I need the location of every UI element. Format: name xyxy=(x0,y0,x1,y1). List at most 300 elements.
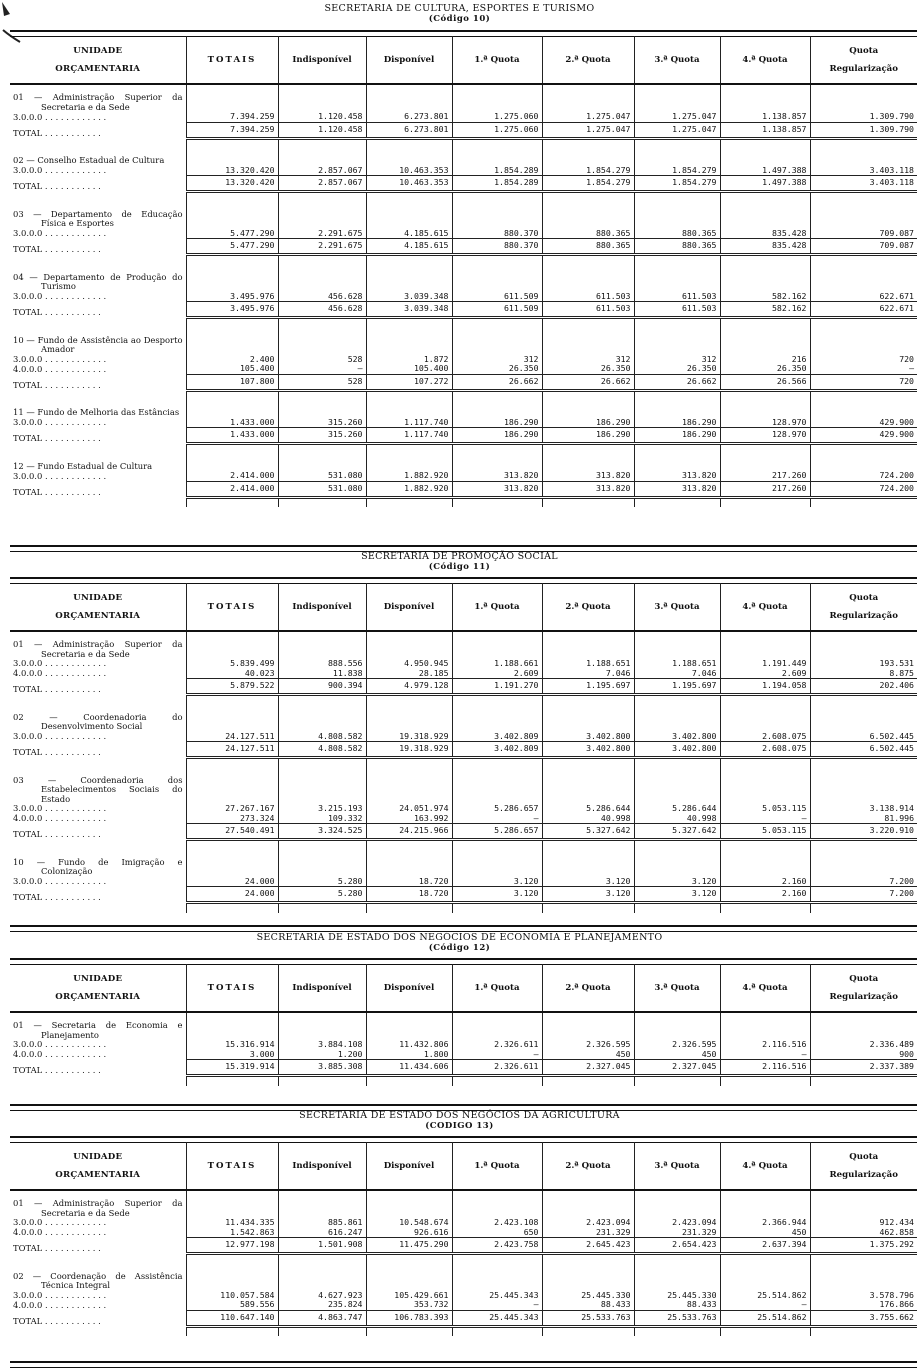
value-cell: 24.051.974 xyxy=(366,804,452,814)
value-cell: 18.720 xyxy=(366,877,452,887)
total-label: TOTAL . . . . . . . . . . . xyxy=(13,433,101,443)
header-q3: 3.ª Quota xyxy=(634,1142,720,1190)
total-value: 7.200 xyxy=(810,887,917,903)
empty-cell xyxy=(452,148,542,166)
row-gap xyxy=(10,255,917,265)
total-row xyxy=(10,679,917,695)
value-cell: — xyxy=(810,364,917,374)
unit-name: 01 — Administração Superior da Secretaria e da Sede xyxy=(13,92,183,112)
gap-cell xyxy=(542,758,634,768)
value-cell: 312 xyxy=(634,355,720,365)
total-label: TOTAL . . . . . . . . . . . xyxy=(13,1065,101,1075)
empty-cell xyxy=(634,454,720,472)
gap-cell xyxy=(366,318,452,328)
empty-cell xyxy=(366,328,452,355)
empty-cell xyxy=(186,202,278,229)
unit-name: 11 — Fundo de Melhoria das Estâncias xyxy=(13,407,180,417)
section-name: SECRETARIA DE CULTURA, ESPORTES E TURISMO xyxy=(324,3,595,14)
gap-cell xyxy=(278,192,366,202)
code-row xyxy=(10,1040,917,1050)
empty-cell xyxy=(720,631,810,659)
value-cell: 1.188.661 xyxy=(452,659,542,669)
total-value: 107.272 xyxy=(366,374,452,390)
total-value: 24.127.511 xyxy=(186,742,278,758)
total-value: 315.260 xyxy=(278,428,366,444)
gap-cell xyxy=(542,903,634,913)
total-label: TOTAL . . . . . . . . . . . xyxy=(13,307,101,317)
value-cell: 2.326.595 xyxy=(542,1040,634,1050)
gap-cell xyxy=(278,1254,366,1264)
total-value: 186.290 xyxy=(634,428,720,444)
value-cell: 1.542.863 xyxy=(186,1228,278,1238)
gap-cell xyxy=(366,390,452,400)
total-value: 1.117.740 xyxy=(366,428,452,444)
empty-cell xyxy=(366,400,452,418)
gap-cell xyxy=(452,758,542,768)
header-q4: 4.ª Quota xyxy=(720,1142,810,1190)
empty-cell xyxy=(186,454,278,472)
value-cell: 2.609 xyxy=(720,669,810,679)
total-value: 13.320.420 xyxy=(186,176,278,192)
value-cell: 25.445.343 xyxy=(452,1291,542,1301)
gap-cell xyxy=(10,903,186,913)
value-cell: 5.839.499 xyxy=(186,659,278,669)
empty-cell xyxy=(634,328,720,355)
gap-cell xyxy=(720,138,810,148)
gap-cell xyxy=(452,390,542,400)
value-cell: 2.160 xyxy=(720,877,810,887)
unit-name-row xyxy=(10,454,917,472)
code-label: 4.0.0.0 . . . . . . . . . . . . xyxy=(13,668,107,678)
unit-name: 03 — Coordenadoria dos Estabelecimentos Sociais do Estado xyxy=(13,774,183,804)
header-unidade-line1: UNIDADE xyxy=(73,1151,123,1162)
empty-cell xyxy=(542,328,634,355)
code-row xyxy=(10,877,917,887)
gap-cell xyxy=(720,497,810,507)
gap-cell xyxy=(186,1254,278,1264)
gap-cell xyxy=(10,497,186,507)
value-cell: 1.882.920 xyxy=(366,471,452,481)
total-value: 6.273.801 xyxy=(366,122,452,138)
code-label: 3.0.0.0 . . . . . . . . . . . . xyxy=(13,1289,107,1300)
value-cell: 7.046 xyxy=(634,669,720,679)
row-gap xyxy=(10,318,917,328)
header-disponivel: Disponível xyxy=(366,583,452,631)
value-cell: 1.872 xyxy=(366,355,452,365)
code-row xyxy=(10,659,917,669)
empty-cell xyxy=(366,1012,452,1040)
empty-cell xyxy=(542,1190,634,1218)
gap-cell xyxy=(542,444,634,454)
header-totais: TOTAIS xyxy=(186,964,278,1012)
total-value: 2.654.423 xyxy=(634,1238,720,1254)
value-cell: 6.502.445 xyxy=(810,732,917,742)
unit-name-row xyxy=(10,328,917,355)
value-cell: 315.260 xyxy=(278,418,366,428)
unit-name-cell xyxy=(10,631,186,659)
value-cell: 1.188.651 xyxy=(542,659,634,669)
empty-cell xyxy=(634,1264,720,1291)
value-cell: 1.191.449 xyxy=(720,659,810,669)
gap-cell xyxy=(186,390,278,400)
empty-cell xyxy=(542,768,634,805)
empty-cell xyxy=(810,265,917,292)
code-row xyxy=(10,166,917,176)
total-value: 11.434.606 xyxy=(366,1060,452,1076)
total-row xyxy=(10,1310,917,1326)
value-cell: 3.215.193 xyxy=(278,804,366,814)
value-cell: 186.290 xyxy=(542,418,634,428)
value-cell: 3.495.976 xyxy=(186,292,278,302)
gap-cell xyxy=(366,1326,452,1336)
value-cell: 3.578.796 xyxy=(810,1291,917,1301)
total-value: 2.327.045 xyxy=(634,1060,720,1076)
total-value: 5.280 xyxy=(278,887,366,903)
total-value: 186.290 xyxy=(452,428,542,444)
total-value: 106.783.393 xyxy=(366,1310,452,1326)
value-cell: 2.857.067 xyxy=(278,166,366,176)
total-value: 880.370 xyxy=(452,239,542,255)
total-value: 1.138.857 xyxy=(720,122,810,138)
empty-cell xyxy=(278,454,366,472)
empty-cell xyxy=(278,1012,366,1040)
code-row xyxy=(10,1218,917,1228)
unit-name-cell xyxy=(10,84,186,112)
empty-cell xyxy=(810,1012,917,1040)
budget-table xyxy=(10,964,917,1086)
unit-name: 12 — Fundo Estadual de Cultura xyxy=(13,460,153,471)
value-cell: 1.188.651 xyxy=(634,659,720,669)
value-cell: 10.548.674 xyxy=(366,1218,452,1228)
value-cell: 109.332 xyxy=(278,814,366,824)
value-cell: 1.854.289 xyxy=(452,166,542,176)
value-cell: 456.628 xyxy=(278,292,366,302)
code-label: 3.0.0.0 . . . . . . . . . . . . xyxy=(13,731,107,741)
unit-name-cell xyxy=(10,328,186,355)
gap-cell xyxy=(366,497,452,507)
total-value: 1.497.388 xyxy=(720,176,810,192)
empty-cell xyxy=(452,1012,542,1040)
gap-cell xyxy=(186,192,278,202)
value-cell: 105.400 xyxy=(366,364,452,374)
empty-cell xyxy=(542,850,634,877)
value-cell: 1.200 xyxy=(278,1050,366,1060)
value-cell: 3.884.108 xyxy=(278,1040,366,1050)
gap-cell xyxy=(810,1076,917,1086)
header-qr-line1: Quota xyxy=(849,1151,879,1162)
code-row xyxy=(10,732,917,742)
empty-cell xyxy=(542,631,634,659)
unit-name-cell xyxy=(10,400,186,418)
empty-cell xyxy=(634,84,720,112)
value-cell: 105.400 xyxy=(186,364,278,374)
empty-cell xyxy=(634,148,720,166)
total-row xyxy=(10,374,917,390)
value-cell: 2.336.489 xyxy=(810,1040,917,1050)
value-cell: 650 xyxy=(452,1228,542,1238)
empty-cell xyxy=(452,84,542,112)
header-qr-line2: Regularização xyxy=(829,1169,898,1180)
gap-cell xyxy=(186,1326,278,1336)
total-value: 5.286.657 xyxy=(452,824,542,840)
total-value: 3.402.809 xyxy=(452,742,542,758)
total-value: 1.854.289 xyxy=(452,176,542,192)
empty-cell xyxy=(542,454,634,472)
value-cell: 2.291.675 xyxy=(278,229,366,239)
header-unidade-line2: ORÇAMENTARIA xyxy=(55,1169,141,1180)
value-cell: 4.950.945 xyxy=(366,659,452,669)
value-cell: 8.875 xyxy=(810,669,917,679)
row-gap xyxy=(10,1076,917,1086)
value-cell: 216 xyxy=(720,355,810,365)
value-cell: 11.434.335 xyxy=(186,1218,278,1228)
value-cell: 273.324 xyxy=(186,814,278,824)
header-q2: 2.ª Quota xyxy=(542,36,634,84)
empty-cell xyxy=(366,202,452,229)
total-value: 900.394 xyxy=(278,679,366,695)
value-cell: 2.326.611 xyxy=(452,1040,542,1050)
total-value: 2.291.675 xyxy=(278,239,366,255)
empty-cell xyxy=(186,84,278,112)
header-qr-line1: Quota xyxy=(849,592,879,603)
empty-cell xyxy=(452,631,542,659)
total-value: 3.120 xyxy=(452,887,542,903)
gap-cell xyxy=(366,192,452,202)
value-cell: 10.463.353 xyxy=(366,166,452,176)
value-cell: 231.329 xyxy=(542,1228,634,1238)
row-gap xyxy=(10,840,917,850)
empty-cell xyxy=(366,148,452,166)
gap-cell xyxy=(542,840,634,850)
value-cell: 2.423.094 xyxy=(542,1218,634,1228)
value-cell: 450 xyxy=(542,1050,634,1060)
gap-cell xyxy=(186,840,278,850)
code-row xyxy=(10,471,917,481)
empty-cell xyxy=(720,328,810,355)
header-q4: 4.ª Quota xyxy=(720,964,810,1012)
empty-cell xyxy=(366,1190,452,1218)
gap-cell xyxy=(366,695,452,705)
total-value: 5.327.642 xyxy=(634,824,720,840)
value-cell: 5.477.290 xyxy=(186,229,278,239)
unit-name-cell xyxy=(10,202,186,229)
gap-cell xyxy=(720,318,810,328)
total-value: 313.820 xyxy=(452,481,542,497)
empty-cell xyxy=(542,400,634,418)
unit-name: 10 — Fundo de Assistência ao Desporto Amador xyxy=(13,334,183,354)
total-value: 26.662 xyxy=(542,374,634,390)
empty-cell xyxy=(810,1190,917,1218)
total-value: 2.637.394 xyxy=(720,1238,810,1254)
empty-cell xyxy=(542,705,634,732)
total-value: 880.365 xyxy=(542,239,634,255)
value-cell: — xyxy=(720,814,810,824)
gap-cell xyxy=(186,497,278,507)
gap-cell xyxy=(366,138,452,148)
gap-cell xyxy=(278,318,366,328)
value-cell: 40.023 xyxy=(186,669,278,679)
gap-cell xyxy=(810,390,917,400)
total-value: 4.185.615 xyxy=(366,239,452,255)
value-cell: 709.087 xyxy=(810,229,917,239)
empty-cell xyxy=(366,768,452,805)
value-cell: 19.318.929 xyxy=(366,732,452,742)
empty-cell xyxy=(186,400,278,418)
gap-cell xyxy=(278,138,366,148)
value-cell: 724.200 xyxy=(810,471,917,481)
total-value: 5.327.642 xyxy=(542,824,634,840)
total-value: 202.406 xyxy=(810,679,917,695)
value-cell: 88.433 xyxy=(542,1300,634,1310)
total-value: 2.337.389 xyxy=(810,1060,917,1076)
value-cell: 1.497.388 xyxy=(720,166,810,176)
value-cell: 25.514.862 xyxy=(720,1291,810,1301)
value-cell: 26.350 xyxy=(452,364,542,374)
total-value: 1.195.697 xyxy=(634,679,720,695)
code-row xyxy=(10,229,917,239)
value-cell: 217.260 xyxy=(720,471,810,481)
gap-cell xyxy=(542,318,634,328)
header-quota-regularizacao xyxy=(810,964,917,1012)
total-value: 2.608.075 xyxy=(720,742,810,758)
empty-cell xyxy=(720,705,810,732)
gap-cell xyxy=(366,1076,452,1086)
empty-cell xyxy=(366,631,452,659)
value-cell: 1.275.047 xyxy=(634,112,720,122)
unit-name-cell xyxy=(10,265,186,292)
total-value: 25.514.862 xyxy=(720,1310,810,1326)
total-value: 3.039.348 xyxy=(366,302,452,318)
value-cell: 3.402.809 xyxy=(452,732,542,742)
unit-name: 01 — Administração Superior da Secretaria e da Sede xyxy=(13,639,183,659)
total-value: 724.200 xyxy=(810,481,917,497)
unit-name: 01 — Secretaria de Economia e Planejamento xyxy=(13,1020,183,1040)
total-row xyxy=(10,302,917,318)
empty-cell xyxy=(366,454,452,472)
code-row xyxy=(10,804,917,814)
empty-cell xyxy=(366,1264,452,1291)
total-value: 217.260 xyxy=(720,481,810,497)
value-cell: 885.861 xyxy=(278,1218,366,1228)
empty-cell xyxy=(278,631,366,659)
gap-cell xyxy=(186,255,278,265)
empty-cell xyxy=(186,768,278,805)
code-label: 3.0.0.0 . . . . . . . . . . . . xyxy=(13,1217,107,1227)
total-value: 107.800 xyxy=(186,374,278,390)
section-code: (CODIGO 13) xyxy=(425,1121,494,1131)
code-row xyxy=(10,292,917,302)
total-value: 4.808.582 xyxy=(278,742,366,758)
total-row xyxy=(10,176,917,192)
total-value: 1.309.790 xyxy=(810,122,917,138)
empty-cell xyxy=(278,768,366,805)
gap-cell xyxy=(634,840,720,850)
code-label: 3.0.0.0 . . . . . . . . . . . . xyxy=(13,291,107,301)
code-label: 3.0.0.0 . . . . . . . . . . . . xyxy=(13,876,107,886)
total-label: TOTAL . . . . . . . . . . . xyxy=(13,684,101,694)
header-quota-regularizacao xyxy=(810,1142,917,1190)
header-indisponivel: Indisponível xyxy=(278,36,366,84)
value-cell: 25.445.330 xyxy=(542,1291,634,1301)
unit-name-cell xyxy=(10,1012,186,1040)
value-cell: 611.503 xyxy=(542,292,634,302)
value-cell: 4.185.615 xyxy=(366,229,452,239)
value-cell: 3.402.800 xyxy=(542,732,634,742)
code-label: 4.0.0.0 . . . . . . . . . . . . xyxy=(13,1227,107,1237)
header-row xyxy=(10,1142,917,1190)
value-cell: 1.433.000 xyxy=(186,418,278,428)
total-value: 19.318.929 xyxy=(366,742,452,758)
empty-cell xyxy=(542,1264,634,1291)
value-cell: 1.120.458 xyxy=(278,112,366,122)
total-value: 880.365 xyxy=(634,239,720,255)
value-cell: 926.616 xyxy=(366,1228,452,1238)
value-cell: 4.808.582 xyxy=(278,732,366,742)
header-disponivel: Disponível xyxy=(366,1142,452,1190)
gap-cell xyxy=(278,255,366,265)
total-value: 3.402.800 xyxy=(542,742,634,758)
total-value: 1.195.697 xyxy=(542,679,634,695)
total-label: TOTAL . . . . . . . . . . . xyxy=(13,1315,101,1326)
gap-cell xyxy=(452,255,542,265)
total-row xyxy=(10,428,917,444)
row-gap xyxy=(10,138,917,148)
gap-cell xyxy=(720,255,810,265)
gap-cell xyxy=(452,444,542,454)
header-q3: 3.ª Quota xyxy=(634,583,720,631)
empty-cell xyxy=(720,454,810,472)
gap-cell xyxy=(186,758,278,768)
header-row xyxy=(10,36,917,84)
row-gap xyxy=(10,192,917,202)
gap-cell xyxy=(366,903,452,913)
empty-cell xyxy=(452,202,542,229)
value-cell: 1.309.790 xyxy=(810,112,917,122)
gap-cell xyxy=(810,758,917,768)
code-label: 3.0.0.0 . . . . . . . . . . . . xyxy=(13,353,107,364)
unit-name-cell xyxy=(10,454,186,472)
empty-cell xyxy=(278,1190,366,1218)
value-cell: 105.429.661 xyxy=(366,1291,452,1301)
header-q3: 3.ª Quota xyxy=(634,36,720,84)
gap-cell xyxy=(634,444,720,454)
total-value: 18.720 xyxy=(366,887,452,903)
value-cell: 450 xyxy=(634,1050,720,1060)
empty-cell xyxy=(452,705,542,732)
value-cell: 7.394.259 xyxy=(186,112,278,122)
gap-cell xyxy=(634,138,720,148)
total-value: 1.433.000 xyxy=(186,428,278,444)
empty-cell xyxy=(452,454,542,472)
empty-cell xyxy=(542,202,634,229)
gap-cell xyxy=(720,903,810,913)
header-quota-regularizacao xyxy=(810,36,917,84)
total-value: 611.503 xyxy=(634,302,720,318)
header-q2: 2.ª Quota xyxy=(542,583,634,631)
total-value: 582.162 xyxy=(720,302,810,318)
budget-table xyxy=(10,1142,917,1336)
value-cell: 888.556 xyxy=(278,659,366,669)
empty-cell xyxy=(452,400,542,418)
value-cell: 1.854.279 xyxy=(542,166,634,176)
row-gap xyxy=(10,497,917,507)
value-cell: 27.267.167 xyxy=(186,804,278,814)
total-value: 2.160 xyxy=(720,887,810,903)
header-totais: TOTAIS xyxy=(186,583,278,631)
value-cell: 88.433 xyxy=(634,1300,720,1310)
empty-cell xyxy=(452,850,542,877)
header-indisponivel: Indisponível xyxy=(278,1142,366,1190)
